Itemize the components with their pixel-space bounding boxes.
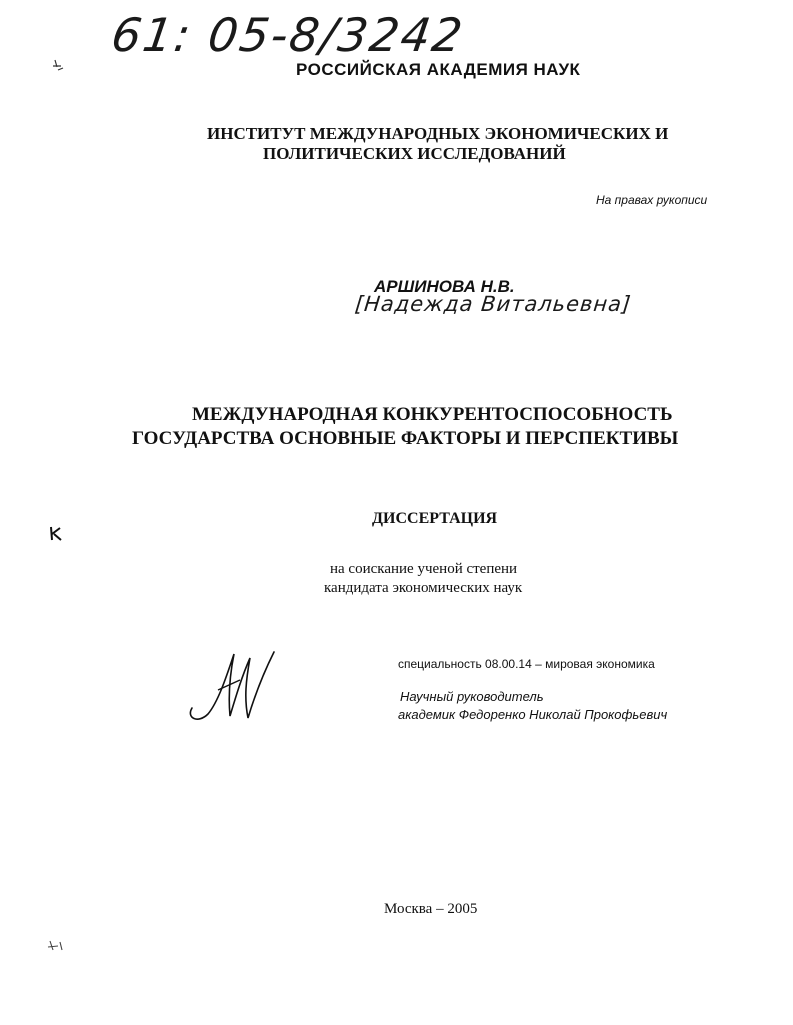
- dissertation-title-line-2: ГОСУДАРСТВА ОСНОВНЫЕ ФАКТОРЫ И ПЕРСПЕКТИВЫ: [132, 428, 679, 449]
- academy-heading: РОССИЙСКАЯ АКАДЕМИЯ НАУК: [296, 60, 581, 79]
- degree-line-1: на соискание ученой степени: [330, 561, 518, 577]
- author-name: АРШИНОВА Н.В.: [374, 277, 515, 296]
- degree-line-2: кандидата экономических наук: [324, 580, 523, 596]
- scan-speck-icon: [46, 938, 66, 954]
- handwritten-archive-number: 61: 05-8/3242: [108, 8, 468, 62]
- signature-icon: [182, 640, 282, 725]
- specialty-line: специальность 08.00.14 – мировая экономика: [398, 657, 655, 671]
- margin-mark-icon: [48, 525, 66, 543]
- author-handwritten-name: [Надежда Витальевна]: [353, 292, 633, 316]
- supervisor-label: Научный руководитель: [400, 689, 544, 704]
- scan-speck-icon: [52, 58, 66, 74]
- manuscript-rights-note: На правах рукописи: [596, 193, 708, 207]
- institute-line-2: ПОЛИТИЧЕСКИХ ИССЛЕДОВАНИЙ: [263, 144, 566, 163]
- supervisor-name: академик Федоренко Николай Прокофьевич: [398, 707, 668, 722]
- document-type: ДИССЕРТАЦИЯ: [372, 510, 498, 527]
- dissertation-title-line-1: МЕЖДУНАРОДНАЯ КОНКУРЕНТОСПОСОБНОСТЬ: [192, 404, 673, 425]
- institute-line-1: ИНСТИТУТ МЕЖДУНАРОДНЫХ ЭКОНОМИЧЕСКИХ И: [207, 124, 669, 143]
- city-year: Москва – 2005: [384, 901, 478, 917]
